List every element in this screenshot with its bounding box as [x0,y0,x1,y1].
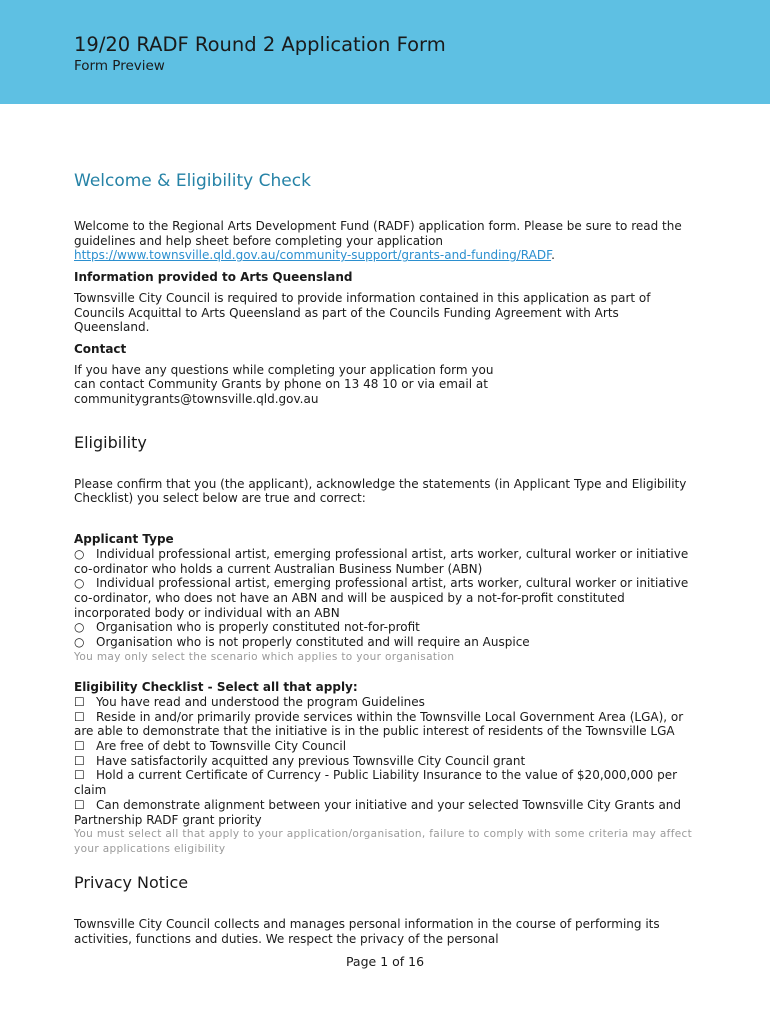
applicant-type-heading: Applicant Type [74,532,174,547]
checklist-label: Have satisfactorily acquitted any previous Townsville City Council grant [96,753,526,768]
privacy-text: Townsville City Council collects and manages personal information in the course of performing its activities, functions and duties. We respect the privacy of the personal [74,917,660,946]
checklist-label: Are free of debt to Townsville City Council [96,739,347,754]
radf-guidelines-link[interactable]: https://www.townsville.qld.gov.au/community-support/grants-and-funding/RADF [74,248,552,263]
radio-icon[interactable]: ○ [74,620,85,635]
checkbox-icon[interactable]: ☐ [74,753,85,768]
checklist-label: Hold a current Certificate of Currency - Public Liability Insurance to the value of $20,000,000 per claim [74,768,678,798]
welcome-intro [74,219,694,263]
checklist-item[interactable] [74,739,694,754]
page-number: Page 1 of 16 [345,954,425,969]
checkbox-icon[interactable]: ☐ [74,797,85,812]
applicant-type-option[interactable] [74,576,694,620]
checkbox-icon[interactable]: ☐ [74,694,85,709]
checklist-label: Can demonstrate alignment between your initiative and your selected Townsville City Grants and Partnership RADF grant priority [74,797,682,827]
eligibility-confirm-text: Please confirm that you (the applicant), acknowledge the statements (in Applicant Type and Eligibility Checklist) you select below are true and correct: [74,476,687,506]
applicant-type-hint: You may only select the scenario which applies to your organisation [74,650,455,663]
radio-icon[interactable]: ○ [74,576,85,591]
privacy-section-title: Privacy Notice [74,873,189,893]
applicant-type-group [74,532,694,664]
form-content [74,170,694,954]
checklist-hint: You must select all that apply to your application/organisation, failure to comply with some criteria may affect your applications eligibility [74,828,693,855]
contact-text [74,363,694,407]
checklist-item[interactable] [74,695,694,710]
applicant-type-option[interactable] [74,620,694,635]
applicant-type-option[interactable] [74,635,694,650]
radio-icon[interactable]: ○ [74,635,85,650]
form-header [0,0,770,104]
checkbox-icon[interactable]: ☐ [74,768,85,783]
checklist-item[interactable] [74,768,694,797]
form-subtitle: Form Preview [74,58,165,74]
contact-heading: Contact [74,341,127,356]
option-label: Individual professional artist, emerging professional artist, arts worker, cultural worker or initiative co-ordinator who holds a current Australian Business Number (ABN) [74,546,689,576]
checklist-item[interactable] [74,754,694,769]
radio-icon[interactable]: ○ [74,546,85,561]
contact-line: If you have any questions while completing your application form you [74,362,494,377]
eligibility-checklist-group [74,680,694,856]
contact-line: can contact Community Grants by phone on 13 48 10 or via email at [74,377,488,392]
welcome-intro-text: Welcome to the Regional Arts Development Fund (RADF) application form. Please be sure to read the guidelines and help sheet before completing your application [74,219,682,248]
info-text: Townsville City Council is required to provide information contained in this application as part of Councils Acquittal to Arts Queensland as part of the Councils Funding Agreement with Arts Queensland. [74,290,651,335]
applicant-type-option[interactable] [74,547,694,576]
checklist-item[interactable] [74,798,694,827]
form-title: 19/20 RADF Round 2 Application Form [74,33,446,56]
checklist-item[interactable] [74,710,694,739]
option-label: Organisation who is properly constituted not-for-profit [96,620,420,635]
contact-email: communitygrants@townsville.qld.gov.au [74,392,319,407]
welcome-section-title: Welcome & Eligibility Check [74,171,311,191]
checklist-label: Reside in and/or primarily provide services within the Townsville Local Government Area (LGA), or are able to demonstrate that the initiative is in the public interest of residents of the Townsville LGA [74,709,684,739]
option-label: Individual professional artist, emerging professional artist, arts worker, cultural worker or initiative co-ordinator, who does not have an ABN and will be auspiced by a not-for-profit constituted incorporated body or individual with an ABN [74,576,689,620]
checklist-label: You have read and understood the program Guidelines [96,694,425,709]
eligibility-section-title: Eligibility [74,432,147,452]
checkbox-icon[interactable]: ☐ [74,739,85,754]
info-heading: Information provided to Arts Queensland [74,270,353,285]
checklist-heading: Eligibility Checklist - Select all that apply: [74,680,358,695]
welcome-intro-end: . [551,248,555,263]
option-label: Organisation who is not properly constituted and will require an Auspice [96,635,530,650]
checkbox-icon[interactable]: ☐ [74,709,85,724]
